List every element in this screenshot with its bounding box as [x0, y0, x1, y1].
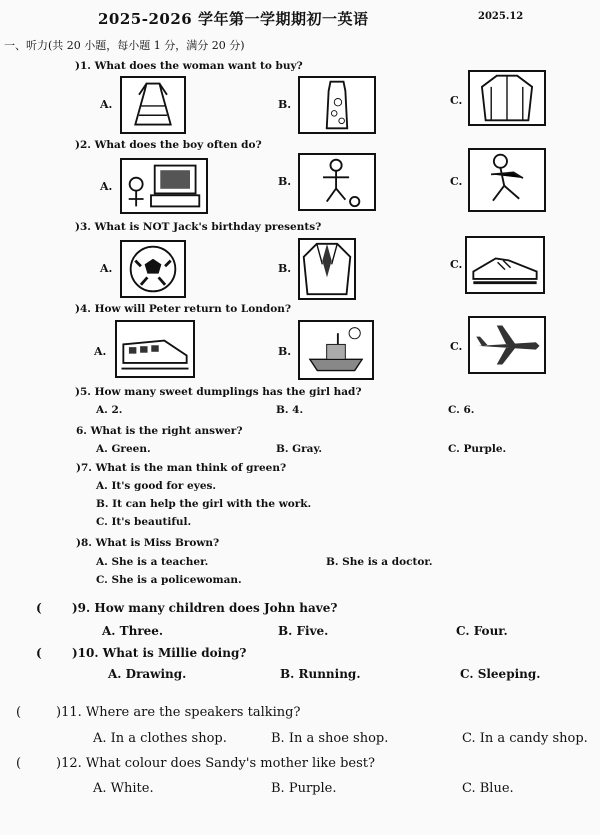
qipao-icon — [300, 78, 374, 132]
q4-label-c: C. — [450, 340, 463, 353]
q10-paren: ( — [36, 646, 42, 660]
jacket-picture — [468, 70, 546, 126]
q3-label-b: B. — [278, 262, 292, 275]
q10-option-a: A. Drawing. — [108, 667, 187, 681]
running-picture — [468, 148, 546, 212]
exam-title: 2025-2026 学年第一学期期初一英语 — [98, 10, 369, 28]
question-9: )9. How many children does John have? — [72, 601, 338, 615]
q11-option-a: A. In a clothes shop. — [93, 731, 227, 746]
q7-option-b: B. It can help the girl with the work. — [96, 498, 312, 510]
question-11: )11. Where are the speakers talking? — [56, 705, 301, 720]
q11-option-c: C. In a candy shop. — [462, 731, 588, 746]
q2-label-a: A. — [100, 180, 113, 193]
q5-option-a: A. 2. — [96, 404, 123, 416]
playing-football-icon — [300, 155, 374, 209]
jacket-icon — [470, 72, 544, 124]
tv-picture — [120, 158, 208, 214]
plane-picture — [468, 316, 546, 374]
question-5: )5. How many sweet dumplings has the girl had? — [75, 386, 362, 398]
q3-label-c: C. — [450, 258, 463, 271]
q5-option-c: C. 6. — [448, 404, 475, 416]
running-icon — [470, 150, 544, 210]
q4-label-a: A. — [94, 345, 107, 358]
train-icon — [117, 322, 193, 376]
ship-icon — [300, 322, 372, 378]
q8-option-b: B. She is a doctor. — [326, 556, 433, 568]
q6-option-c: C. Purple. — [448, 443, 507, 455]
question-8: )8. What is Miss Brown? — [76, 537, 220, 549]
q8-option-a: A. She is a teacher. — [96, 556, 209, 568]
ball-picture — [120, 240, 186, 298]
question-12: )12. What colour does Sandy's mother like best? — [56, 756, 375, 771]
question-3: )3. What is NOT Jack's birthday presents? — [75, 221, 322, 233]
q11-paren: ( — [16, 705, 22, 720]
shoes-picture — [465, 236, 545, 294]
q10-option-b: B. Running. — [280, 667, 361, 681]
q8-option-c: C. She is a policewoman. — [96, 574, 242, 586]
q2-label-b: B. — [278, 175, 292, 188]
q1-label-b: B. — [278, 98, 292, 111]
question-1: )1. What does the woman want to buy? — [75, 60, 303, 72]
q7-option-a: A. It's good for eyes. — [96, 480, 217, 492]
train-picture — [115, 320, 195, 378]
q5-option-b: B. 4. — [276, 404, 304, 416]
q12-option-a: A. White. — [93, 781, 154, 796]
q4-label-b: B. — [278, 345, 292, 358]
football-picture — [298, 153, 376, 211]
qipao-picture — [298, 76, 376, 134]
question-4: )4. How will Peter return to London? — [75, 303, 292, 315]
q1-label-a: A. — [100, 98, 113, 111]
question-6: 6. What is the right answer? — [76, 425, 243, 437]
airplane-icon — [470, 318, 544, 372]
q12-paren: ( — [16, 756, 22, 771]
q6-option-a: A. Green. — [96, 443, 151, 455]
question-10: )10. What is Millie doing? — [72, 646, 247, 660]
q12-option-c: C. Blue. — [462, 781, 514, 796]
ship-picture — [298, 320, 374, 380]
suit-picture — [298, 238, 356, 300]
q9-option-a: A. Three. — [102, 624, 164, 638]
suit-icon — [300, 240, 354, 298]
soccer-ball-icon — [122, 242, 184, 296]
q9-paren: ( — [36, 601, 42, 615]
q11-option-b: B. In a shoe shop. — [271, 731, 389, 746]
dress-icon — [122, 78, 184, 132]
q12-option-b: B. Purple. — [271, 781, 337, 796]
dress-picture — [120, 76, 186, 134]
q7-option-c: C. It's beautiful. — [96, 516, 192, 528]
section-heading: 一、听力(共 20 小题，每小题 1 分，满分 20 分) — [4, 39, 245, 52]
question-2: )2. What does the boy often do? — [75, 139, 262, 151]
q10-option-c: C. Sleeping. — [460, 667, 541, 681]
question-7: )7. What is the man think of green? — [76, 462, 287, 474]
sneakers-icon — [467, 238, 543, 292]
q1-label-c: C. — [450, 94, 463, 107]
q9-option-b: B. Five. — [278, 624, 329, 638]
q3-label-a: A. — [100, 262, 113, 275]
watching-tv-icon — [122, 160, 206, 212]
q6-option-b: B. Gray. — [276, 443, 323, 455]
q2-label-c: C. — [450, 175, 463, 188]
q9-option-c: C. Four. — [456, 624, 508, 638]
exam-date: 2025.12 — [478, 11, 524, 22]
